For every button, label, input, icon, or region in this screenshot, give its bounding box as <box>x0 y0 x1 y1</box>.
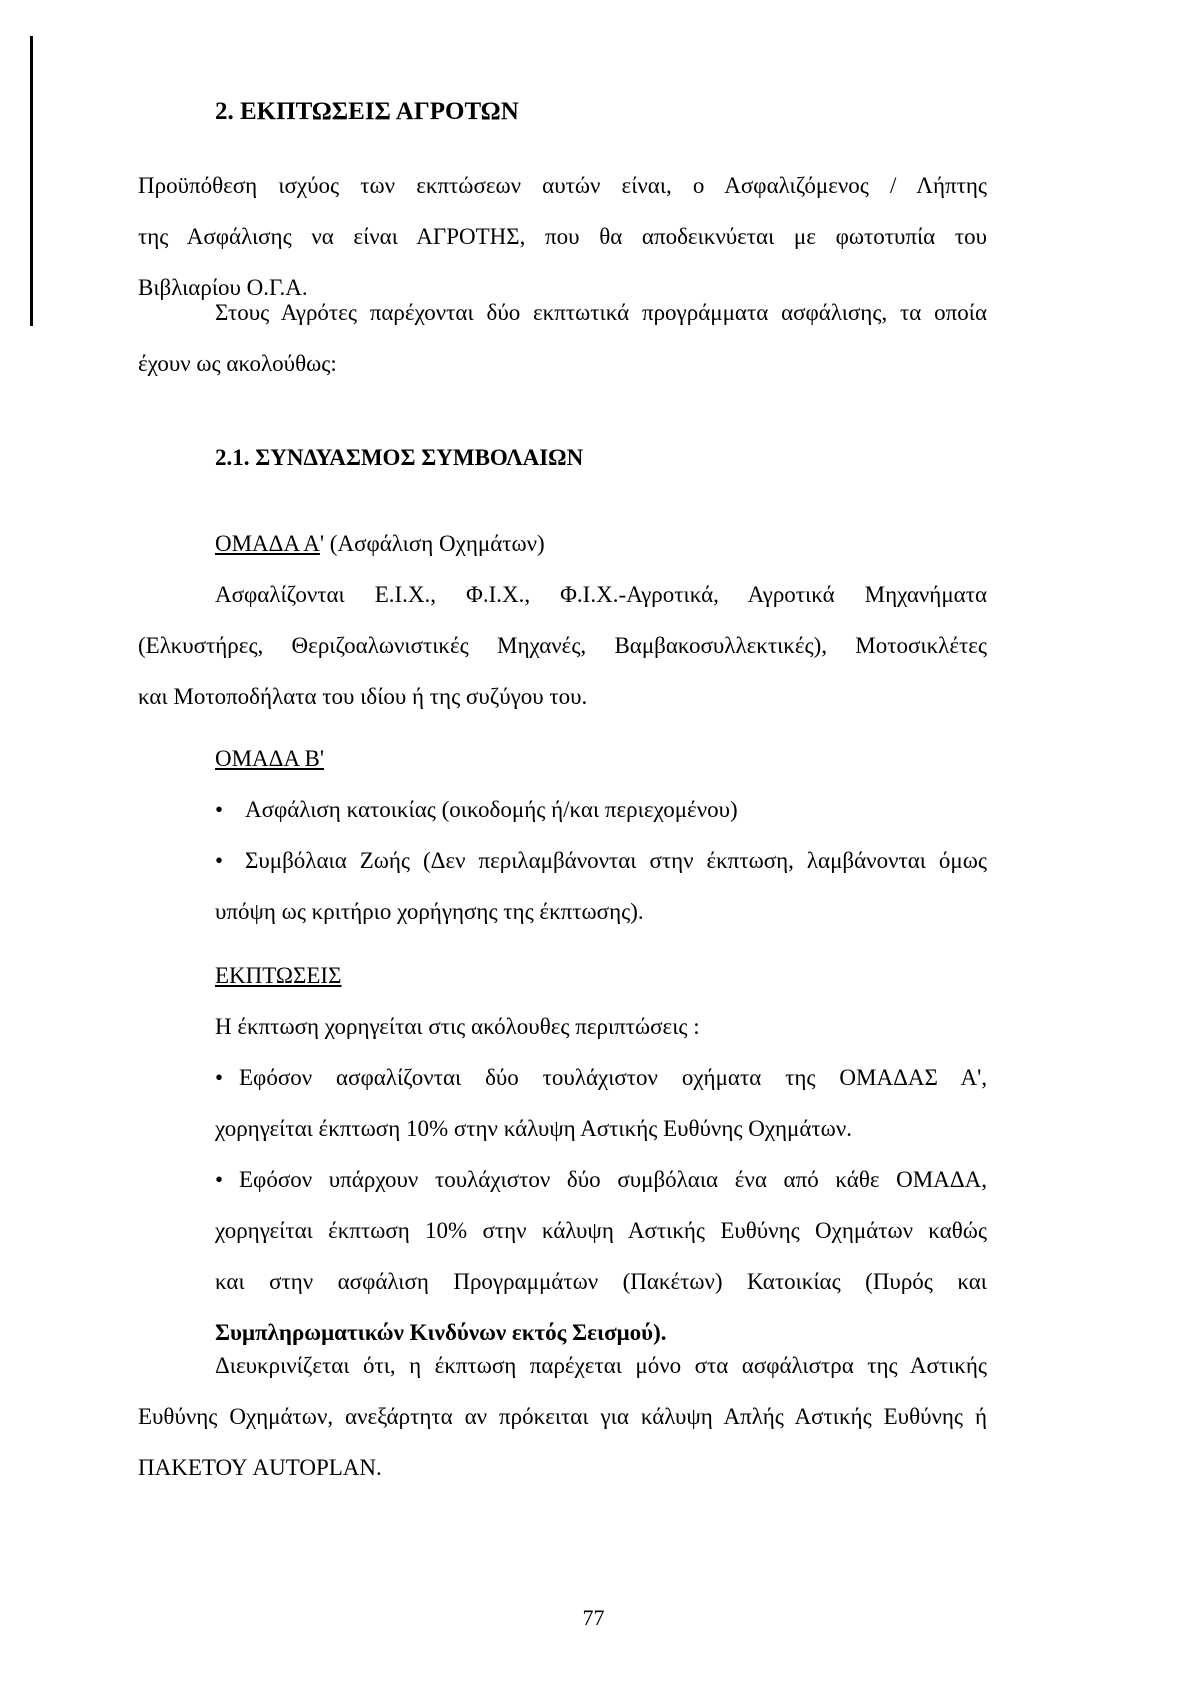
group-a-heading: ΟΜΑΔΑ Α' (Ασφάλιση Οχημάτων) <box>215 531 545 556</box>
discount-bullet-cont: χορηγείται έκπτωση 10% στην κάλυψη Αστικής Ευθύνης Οχημάτων καθώς <box>215 1218 987 1243</box>
group-a-line: και Μοτοποδήλατα του ιδίου ή της συζύγου του. <box>138 684 588 709</box>
programs-line: Στους Αγρότες παρέχονται δύο εκπτωτικά προγράμματα ασφάλισης, τα οποία <box>215 300 987 325</box>
discount-bullet-cont: χορηγείται έκπτωση 10% στην κάλυψη Αστικής Ευθύνης Οχημάτων. <box>215 1116 852 1141</box>
section-title: 2. ΕΚΠΤΩΣΕΙΣ ΑΓΡΟΤΩΝ <box>215 98 519 125</box>
intro-line: της Ασφάλισης να είναι ΑΓΡΟΤΗΣ, που θα αποδεικνύεται με φωτοτυπία του <box>138 224 987 249</box>
discount-bullet-cont: και στην ασφάλιση Προγραμμάτων (Πακέτων) Κατοικίας (Πυρός και <box>215 1269 987 1294</box>
group-b-bullet: • Ασφάλιση κατοικίας (οικοδομής ή/και περιεχομένου) <box>215 797 738 822</box>
intro-line: Προϋπόθεση ισχύος των εκπτώσεων αυτών είναι, ο Ασφαλιζόμενος / Λήπτης <box>138 173 987 198</box>
discount-bullet: • Εφόσον υπάρχουν τουλάχιστον δύο συμβόλαια ένα από κάθε ΟΜΑΔΑ, <box>215 1167 987 1192</box>
group-a-line: (Ελκυστήρες, Θεριζοαλωνιστικές Μηχανές, Βαμβακοσυλλεκτικές), Μοτοσικλέτες <box>138 633 987 658</box>
programs-paragraph <box>138 287 987 389</box>
page-number: 77 <box>582 1605 605 1630</box>
group-b-bullet: • Συμβόλαια Ζωής (Δεν περιλαμβάνονται στην έκπτωση, λαμβάνονται όμως <box>215 848 987 873</box>
discounts-heading: ΕΚΠΤΩΣΕΙΣ <box>215 963 342 988</box>
group-b <box>215 733 987 937</box>
group-b-heading: ΟΜΑΔΑ Β' <box>215 746 325 771</box>
discount-bullet-cont-bold: Συμπληρωματικών Κινδύνων εκτός Σεισμού). <box>215 1320 667 1345</box>
subsection-title: 2.1. ΣΥΝΔΥΑΣΜΟΣ ΣΥΜΒΟΛΑΙΩΝ <box>215 445 584 470</box>
clarification-paragraph <box>138 1340 987 1493</box>
programs-line: έχουν ως ακολούθως: <box>138 351 337 376</box>
intro-line: Βιβλιαρίου Ο.Γ.Α. <box>138 275 308 300</box>
clarification-line: Ευθύνης Οχημάτων, ανεξάρτητα αν πρόκειται για κάλυψη Απλής Αστικής Ευθύνης ή <box>138 1404 987 1429</box>
discount-bullet: • Εφόσον ασφαλίζονται δύο τουλάχιστον οχήματα της ΟΜΑΔΑΣ Α', <box>215 1065 987 1090</box>
discounts <box>215 950 987 1358</box>
clarification-line: Διευκρινίζεται ότι, η έκπτωση παρέχεται μόνο στα ασφάλιστρα της Αστικής <box>215 1353 987 1378</box>
group-b-bullet-cont: υπόψη ως κριτήριο χορήγησης της έκπτωσης). <box>215 899 644 924</box>
group-a <box>215 518 987 620</box>
discounts-intro: Η έκπτωση χορηγείται στις ακόλουθες περιπτώσεις : <box>215 1014 700 1039</box>
clarification-line: ΠΑΚΕΤΟΥ AUTOPLAN. <box>138 1455 382 1480</box>
group-a-continued <box>138 620 987 722</box>
margin-bar <box>30 36 33 326</box>
group-a-line: Ασφαλίζονται Ε.Ι.Χ., Φ.Ι.Χ., Φ.Ι.Χ.-Αγροτικά, Αγροτικά Μηχανήματα <box>215 582 987 607</box>
